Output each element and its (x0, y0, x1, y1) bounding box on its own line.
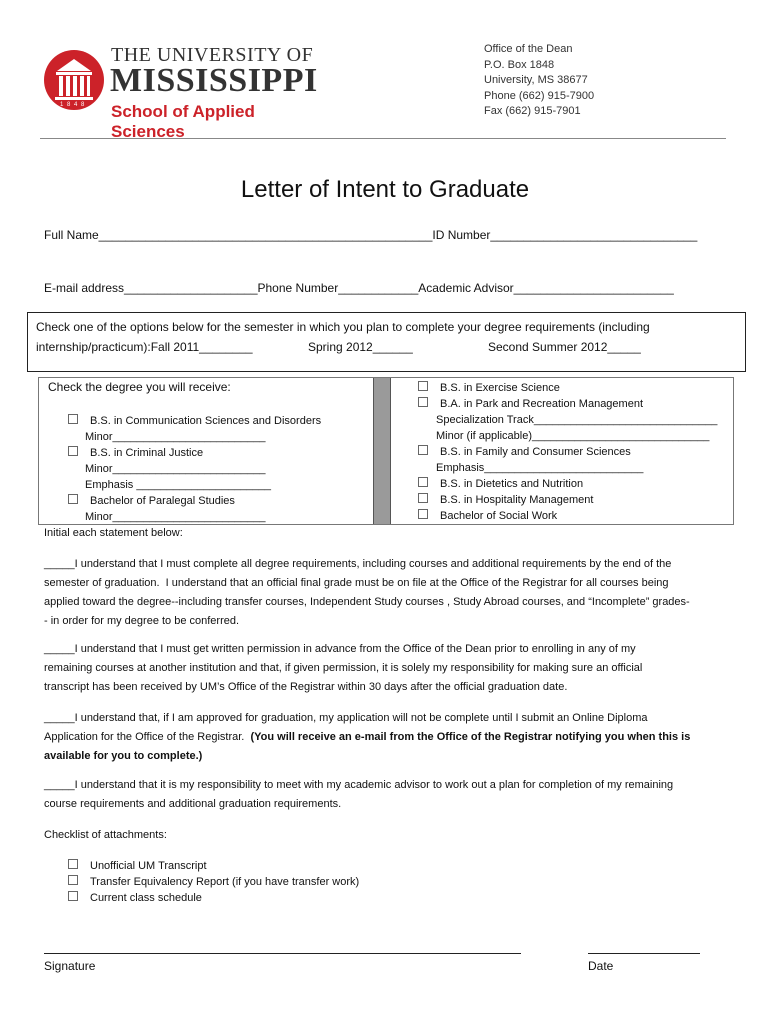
degree-option[interactable]: B.S. in Communication Sciences and Disorders (68, 413, 321, 429)
address-line: Fax (662) 915-7901 (484, 105, 581, 118)
dean-office-address (484, 42, 594, 120)
logo-line1: THE UNIVERSITY OF (111, 44, 314, 66)
statement-4[interactable]: _____I understand that it is my responsibility to meet with my academic advisor to work out a plan for completion of my remaining course requirements and additional graduation requirements. (44, 779, 674, 810)
checklist-item[interactable]: Current class schedule (68, 890, 359, 906)
date-label: Date (588, 959, 614, 973)
degree-option[interactable]: B.S. in Family and Consumer Sciences (418, 444, 717, 460)
checkbox-icon[interactable] (418, 493, 428, 503)
degree-list-right (418, 380, 717, 524)
checkbox-icon[interactable] (418, 397, 428, 407)
signature-label: Signature (44, 959, 96, 973)
logo-line3: School of Applied Sciences (111, 102, 255, 141)
minor-field[interactable]: Minor_________________________ (85, 463, 266, 475)
degree-heading: Check the degree you will receive: (48, 380, 231, 394)
minor-field[interactable]: Minor_________________________ (85, 511, 266, 523)
address-line: University, MS 38677 (484, 74, 588, 87)
lyceum-seal-icon (43, 44, 105, 120)
address-line: P.O. Box 1848 (484, 58, 555, 71)
checklist-heading: Checklist of attachments: (44, 829, 167, 841)
checklist (68, 858, 359, 906)
checklist-item[interactable]: Unofficial UM Transcript (68, 858, 359, 874)
emphasis-field[interactable]: Emphasis__________________________ (436, 462, 644, 474)
degree-option[interactable]: B.A. in Park and Recreation Management (418, 396, 717, 412)
checkbox-icon[interactable] (68, 446, 78, 456)
checklist-item[interactable]: Transfer Equivalency Report (if you have transfer work) (68, 874, 359, 890)
address-line: Office of the Dean (484, 43, 573, 55)
semester-summer-option[interactable]: Second Summer 2012_____ (488, 340, 641, 354)
checkbox-icon[interactable] (68, 891, 78, 901)
checkbox-icon[interactable] (418, 509, 428, 519)
checkbox-icon[interactable] (418, 445, 428, 455)
university-logo (43, 44, 323, 141)
checkbox-icon[interactable] (418, 477, 428, 487)
semester-spring-option[interactable]: Spring 2012______ (308, 340, 413, 354)
semester-instructions: Check one of the options below for the semester in which you plan to complete your degree requirements (including (36, 320, 650, 334)
date-line[interactable] (588, 953, 700, 954)
signature-line[interactable] (44, 953, 521, 954)
degree-option[interactable]: Bachelor of Social Work (418, 508, 717, 524)
statement-3[interactable]: _____I understand that, if I am approved for graduation, my application will not be complete until I submit an Online Diploma Application for the Office of the Registrar. (You will receive an e-mail from the Office of the Registrar notifying you when this is available for you to complete.) (44, 712, 691, 762)
specialization-field[interactable]: Specialization Track______________________________ (436, 414, 718, 426)
initial-prompt: Initial each statement below: (44, 527, 183, 539)
degree-option[interactable]: Bachelor of Paralegal Studies (68, 493, 321, 509)
checkbox-icon[interactable] (68, 859, 78, 869)
statement-1[interactable]: _____I understand that I must complete all degree requirements, including courses and additional requirements by the end of the semester of graduation. I understand that an official final grade must be on file at the Office of the Registrar for all courses being applied toward the degree--including transfer courses, Independent Study courses , Study Abroad courses, and “Incomplete” grades- - in order for my degree to be conferred. (44, 558, 690, 627)
minor-field[interactable]: Minor_________________________ (85, 431, 266, 443)
page-title: Letter of Intent to Graduate (240, 176, 530, 203)
logo-year: 1 8 4 8 (60, 102, 86, 108)
degree-option[interactable]: B.S. in Exercise Science (418, 380, 717, 396)
statement-2[interactable]: _____I understand that I must get written permission in advance from the Office of the Dean prior to enrolling in any of my remaining courses at another institution and that, if given permission, it is solely my responsibility for making sure an official transcript has been received by UM’s Office of the Registrar within 30 days after the official graduation date. (44, 643, 643, 693)
header-divider (40, 138, 726, 139)
name-id-fields[interactable]: Full Name__________________________________________________ID Number_______________________________ (44, 228, 698, 242)
checkbox-icon[interactable] (68, 414, 78, 424)
logo-line2: MISSISSIPPI (110, 62, 318, 99)
checkbox-icon[interactable] (68, 494, 78, 504)
degree-option[interactable]: B.S. in Hospitality Management (418, 492, 717, 508)
checkbox-icon[interactable] (418, 381, 428, 391)
contact-advisor-fields[interactable]: E-mail address____________________Phone Number____________Academic Advisor________________________ (44, 281, 674, 295)
emphasis-field[interactable]: Emphasis ______________________ (85, 479, 271, 491)
checkbox-icon[interactable] (68, 875, 78, 885)
minor-field[interactable]: Minor (if applicable)_____________________________ (436, 430, 710, 442)
degree-list-left (68, 413, 321, 525)
degree-option[interactable]: B.S. in Criminal Justice (68, 445, 321, 461)
degree-column-separator (373, 378, 391, 524)
semester-fall-option[interactable]: internship/practicum):Fall 2011________ (36, 340, 253, 354)
degree-option[interactable]: B.S. in Dietetics and Nutrition (418, 476, 717, 492)
address-line: Phone (662) 915-7900 (484, 89, 595, 102)
